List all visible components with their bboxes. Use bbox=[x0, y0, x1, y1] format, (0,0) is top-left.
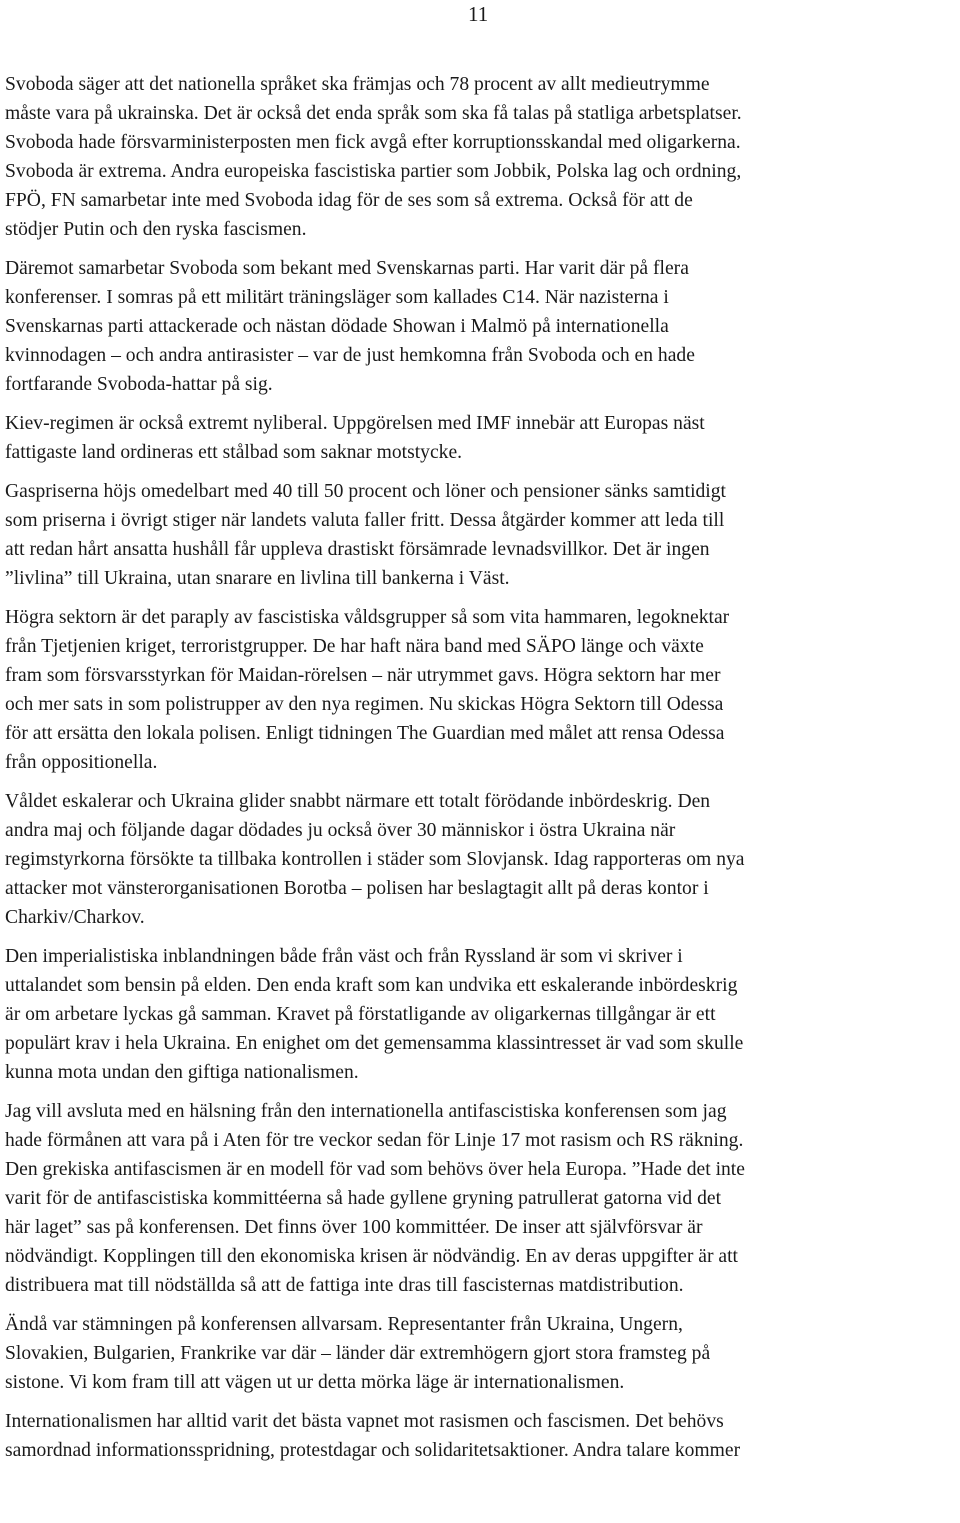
text-line: Jag vill avsluta med en hälsning från den internationella antifascistiska konferensen som jag bbox=[5, 1101, 727, 1122]
text-line: Kiev-regimen är också extremt nyliberal. Uppgörelsen med IMF innebär att Europas näst bbox=[5, 413, 705, 434]
text-line: andra maj och följande dagar dödades ju också över 30 människor i östra Ukraina när bbox=[5, 820, 676, 841]
text-line: Slovakien, Bulgarien, Frankrike var där – länder där extremhögern gjort stora framsteg på bbox=[5, 1343, 711, 1364]
paragraph bbox=[5, 254, 955, 399]
text-line: fattigaste land ordineras ett stålbad som saknar motstycke. bbox=[5, 442, 463, 463]
paragraph bbox=[5, 1097, 955, 1300]
text-line: hade förmånen att vara på i Aten för tre veckor sedan för Linje 17 mot rasism och RS räkning. bbox=[5, 1130, 744, 1151]
text-line: attacker mot vänsterorganisationen Borotba – polisen har beslagtagit allt på deras kontor i bbox=[5, 878, 709, 899]
paragraph bbox=[5, 70, 955, 244]
text-line: Ändå var stämningen på konferensen allvarsam. Representanter från Ukraina, Ungern, bbox=[5, 1314, 683, 1335]
text-line: ”livlina” till Ukraina, utan snarare en livlina till bankerna i Väst. bbox=[5, 568, 510, 589]
text-line: är om arbetare lyckas gå samman. Kravet på förstatligande av oligarkernas tillgångar är ett bbox=[5, 1004, 716, 1025]
text-line: Svoboda säger att det nationella språket ska främjas och 78 procent av allt medieutrymme bbox=[5, 74, 710, 95]
paragraph bbox=[5, 1407, 955, 1465]
text-line: fortfarande Svoboda-hattar på sig. bbox=[5, 374, 273, 395]
text-line: från Tjetjenien kriget, terroristgrupper. De har haft nära band med SÄPO länge och växte bbox=[5, 636, 704, 657]
text-line: kvinnodagen – och andra antirasister – var de just hemkomna från Svoboda och en hade bbox=[5, 345, 695, 366]
text-line: Däremot samarbetar Svoboda som bekant med Svenskarnas parti. Har varit där på flera bbox=[5, 258, 689, 279]
text-line: som priserna i övrigt stiger när landets valuta faller fritt. Dessa åtgärder kommer att leda till bbox=[5, 510, 725, 531]
text-line: fram som försvarsstyrkan för Maidan-rörelsen – när utrymmet gavs. Högra sektorn har mer bbox=[5, 665, 721, 686]
paragraph bbox=[5, 942, 955, 1087]
text-line: Svenskarnas parti attackerade och nästan dödade Showan i Malmö på internationella bbox=[5, 316, 669, 337]
page-number: 11 bbox=[468, 2, 489, 26]
text-line: Gaspriserna höjs omedelbart med 40 till 50 procent och löner och pensioner sänks samtidigt bbox=[5, 481, 726, 502]
text-line: Svoboda hade försvarministerposten men fick avgå efter korruptionsskandal med oligarkerna. bbox=[5, 132, 741, 153]
paragraph bbox=[5, 409, 955, 467]
text-line: kunna mota undan den giftiga nationalismen. bbox=[5, 1062, 359, 1083]
text-line: regimstyrkorna försökte ta tillbaka kontrollen i städer som Slovjansk. Idag rapporteras om nya bbox=[5, 849, 745, 870]
document-body bbox=[5, 70, 955, 1475]
paragraph bbox=[5, 477, 955, 593]
text-line: Svoboda är extrema. Andra europeiska fascistiska partier som Jobbik, Polska lag och ordning, bbox=[5, 161, 742, 182]
text-line: att redan hårt ansatta hushåll får uppleva drastiskt försämrade levnadsvillkor. Det är ingen bbox=[5, 539, 710, 560]
text-line: måste vara på ukrainska. Det är också det enda språk som ska få talas på statliga arbetsplatser. bbox=[5, 103, 742, 124]
paragraph bbox=[5, 603, 955, 777]
text-line: samordnad informationsspridning, protestdagar och solidaritetsaktioner. Andra talare kommer bbox=[5, 1440, 741, 1461]
text-line: Den imperialistiska inblandningen både från väst och från Ryssland är som vi skriver i bbox=[5, 946, 683, 967]
text-line: Högra sektorn är det paraply av fascistiska våldsgrupper så som vita hammaren, legoknektar bbox=[5, 607, 730, 628]
text-line: stödjer Putin och den ryska fascismen. bbox=[5, 219, 307, 240]
text-line: Våldet eskalerar och Ukraina glider snabbt närmare ett totalt förödande inbördeskrig. Den bbox=[5, 791, 711, 812]
text-line: Internationalismen har alltid varit det bästa vapnet mot rasismen och fascismen. Det behövs bbox=[5, 1411, 724, 1432]
text-line: för att ersätta den lokala polisen. Enligt tidningen The Guardian med målet att rensa Odessa bbox=[5, 723, 725, 744]
text-line: här laget” sas på konferensen. Det finns över 100 kommittéer. De inser att självförsvar är bbox=[5, 1217, 703, 1238]
text-line: populärt krav i hela Ukraina. En enighet om det gemensamma klassintresset är vad som skulle bbox=[5, 1033, 744, 1054]
paragraph bbox=[5, 787, 955, 932]
text-line: Charkiv/Charkov. bbox=[5, 907, 145, 928]
text-line: distribuera mat till nödställda så att de fattiga inte dras till fascisternas matdistribution. bbox=[5, 1275, 684, 1296]
text-line: från oppositionella. bbox=[5, 752, 158, 773]
paragraph bbox=[5, 1310, 955, 1397]
text-line: uttalandet som bensin på elden. Den enda kraft som kan undvika ett eskalerande inbördeskrig bbox=[5, 975, 738, 996]
text-line: FPÖ, FN samarbetar inte med Svoboda idag för de ses som så extrema. Också för att de bbox=[5, 190, 693, 211]
text-line: Den grekiska antifascismen är en modell för vad som behövs över hela Europa. ”Hade det inte bbox=[5, 1159, 745, 1180]
text-line: och mer sats in som polistrupper av den nya regimen. Nu skickas Högra Sektorn till Odessa bbox=[5, 694, 724, 715]
text-line: konferenser. I somras på ett militärt träningsläger som kallades C14. När nazisterna i bbox=[5, 287, 669, 308]
text-line: varit för de antifascistiska kommittéerna så hade gyllene gryning patrullerat gatorna vid det bbox=[5, 1188, 722, 1209]
text-line: nödvändigt. Kopplingen till den ekonomiska krisen är nödvändig. En av deras uppgifter är att bbox=[5, 1246, 738, 1267]
text-line: sistone. Vi kom fram till att vägen ut ur detta mörka läge är internationalismen. bbox=[5, 1372, 625, 1393]
